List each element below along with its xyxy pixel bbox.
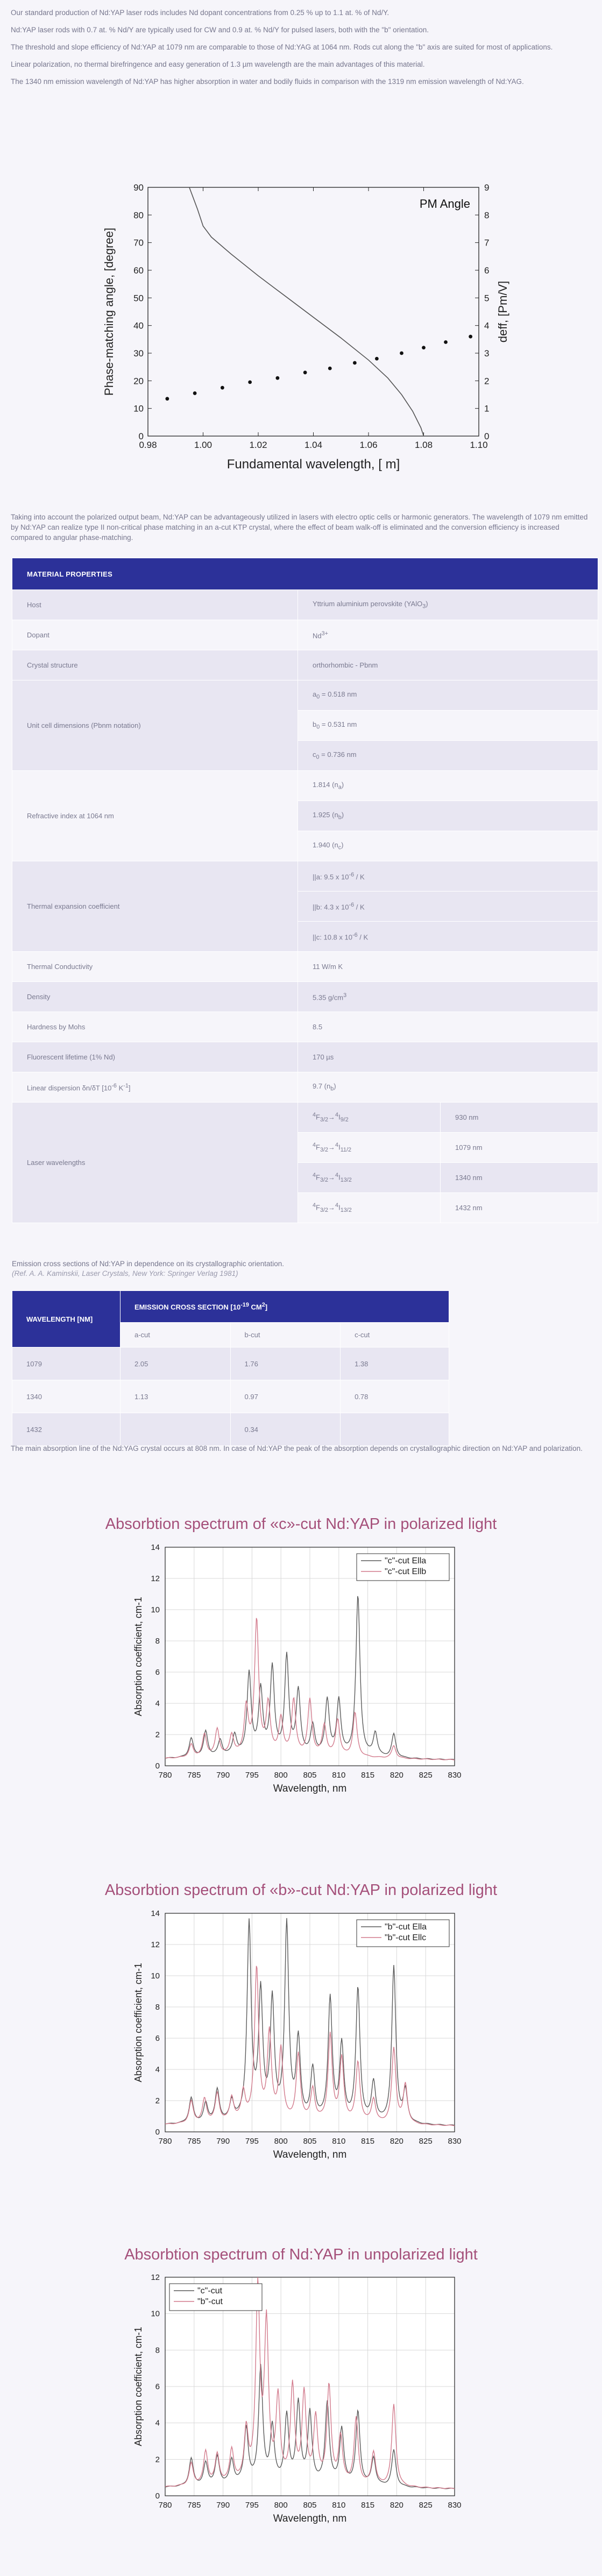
- table-row: [12, 1347, 449, 1380]
- x-tick-label: 790: [216, 2501, 230, 2510]
- spectrum-title-c-cut: Absorbtion spectrum of «c»-cut Nd:YAP in polarized light: [105, 1515, 497, 1533]
- y-axis-label: Absorption coefficient, cm-1: [133, 2327, 144, 2446]
- deff-point: [328, 367, 332, 370]
- deff-point: [375, 357, 379, 361]
- absorption-paragraph: The main absorption line of the Nd:YAG crystal occurs at 808 nm. In case of Nd:YAP the peak of the absorption depends on crystallographic direction on Nd:YAP and polarization.: [11, 1444, 583, 1452]
- y-tick-label: 14: [151, 1543, 160, 1552]
- legend-label: "b"-cut Ella: [385, 1922, 427, 1932]
- intro-paragraph: The 1340 nm emission wavelength of Nd:YAP has higher absorption in water and bodily fluids in comparison with the 1319 nm emission wavelength of Nd:YAG.: [11, 78, 524, 86]
- legend-label: "c"-cut: [197, 2286, 223, 2296]
- legend-label: "c"-cut Ellb: [385, 1567, 427, 1576]
- prop-value: 1.925 $(n_b)$: [298, 801, 598, 831]
- y-axis-label-right: deff, [Pm/V]: [496, 280, 509, 343]
- cell-a: 1.13: [121, 1380, 231, 1413]
- x-tick-label: 810: [332, 2137, 346, 2146]
- deff-point: [469, 335, 472, 339]
- spectrum-title-unpolarized: Absorbtion spectrum of Nd:YAP in unpolarized light: [124, 2246, 478, 2263]
- deff-point: [165, 397, 169, 401]
- x-tick-label: 800: [274, 2137, 288, 2146]
- x-axis-label: Wavelength, nm: [273, 2513, 347, 2524]
- y-tick-label: 6: [155, 2382, 160, 2391]
- cross-section-title: Emission cross sections of Nd:YAP in dependence on its crystallographic orientation.: [12, 1260, 285, 1268]
- cross-section-table: [12, 1290, 449, 1446]
- x-tick-label: 815: [361, 2501, 375, 2510]
- y-tick-label-left: 20: [133, 376, 144, 387]
- x-tick-label: 1.08: [414, 440, 433, 450]
- prop-value: $b_0 = 0.531$ nm: [298, 711, 598, 741]
- x-tick-label: 825: [419, 1771, 433, 1780]
- wavelength: 930 nm: [441, 1103, 598, 1133]
- table-row: [12, 952, 598, 982]
- y-tick-label: 0: [155, 2491, 160, 2501]
- y-tick-label-left: 80: [133, 210, 144, 221]
- wavelength: 1340 nm: [441, 1163, 598, 1193]
- x-tick-label: 790: [216, 1771, 230, 1780]
- x-tick-label: 810: [332, 2501, 346, 2510]
- x-tick-label: 785: [187, 1771, 201, 1780]
- y-tick-label-left: 70: [133, 237, 144, 248]
- prop-value: orthorhombic - Pbnm: [298, 650, 598, 680]
- y-tick-label-left: 0: [138, 431, 144, 441]
- x-tick-label: 825: [419, 2137, 433, 2146]
- prop-value: ||b: 4.3 x $10^{-6}$ / K: [298, 892, 598, 922]
- subheader-a-cut: a-cut: [121, 1322, 231, 1347]
- prop-label: Linear dispersion δn/δT [$10^{-6}$ $K^{-1}$]: [12, 1072, 298, 1103]
- y-tick-label-right: 9: [484, 183, 490, 193]
- x-tick-label: 805: [303, 2137, 317, 2146]
- cell-b: 0.97: [230, 1380, 341, 1413]
- spectrum-chart-c-cut: [110, 1541, 476, 1802]
- spectrum-b-cut-svg: [110, 1907, 476, 2165]
- x-tick-label: 780: [158, 1771, 172, 1780]
- x-tick-label: 785: [187, 2501, 201, 2510]
- y-tick-label: 10: [151, 1605, 160, 1615]
- x-tick-label: 1.00: [194, 440, 213, 450]
- wavelength: 1432 nm: [441, 1193, 598, 1223]
- spectrum-chart-b-cut: [110, 1907, 476, 2168]
- intro-text: [11, 8, 592, 94]
- x-tick-label: 795: [245, 2137, 259, 2146]
- x-tick-label: 780: [158, 2501, 172, 2510]
- x-axis-label: Wavelength, nm: [273, 1783, 347, 1794]
- x-tick-label: 805: [303, 2501, 317, 2510]
- intro-paragraph: The threshold and slope efficiency of Nd:YAP at 1079 nm are comparable to those of Nd:YAG at 1064 nm. Rods cut along the "b" axis are suited for most of applications.: [11, 43, 553, 51]
- y-tick-label-right: 3: [484, 348, 490, 359]
- y-tick-label: 4: [155, 2065, 160, 2074]
- subheader-b-cut: b-cut: [230, 1322, 341, 1347]
- deff-point: [303, 371, 307, 375]
- prop-label: Density: [12, 982, 298, 1012]
- y-tick-label-left: 90: [133, 183, 144, 193]
- deff-point: [193, 391, 197, 395]
- y-tick-label: 2: [155, 1730, 160, 1739]
- x-tick-label: 830: [448, 1771, 462, 1780]
- table-row: [12, 620, 598, 650]
- y-tick-label-right: 7: [484, 237, 490, 248]
- x-tick-label: 820: [389, 1771, 403, 1780]
- plot-frame: [148, 187, 479, 436]
- absorption-text: [11, 1443, 592, 1454]
- ktp-text: [11, 512, 592, 543]
- y-tick-label: 12: [151, 2273, 160, 2282]
- deff-point: [353, 361, 357, 365]
- y-tick-label: 0: [155, 2128, 160, 2137]
- x-tick-label: 820: [389, 2501, 403, 2510]
- y-tick-label: 10: [151, 2309, 160, 2319]
- cell-c: 1.38: [341, 1347, 449, 1380]
- x-tick-label: 815: [361, 2137, 375, 2146]
- deff-point: [221, 386, 224, 390]
- y-tick-label-right: 8: [484, 210, 490, 221]
- y-tick-label-right: 0: [484, 431, 490, 441]
- y-tick-label-right: 6: [484, 265, 490, 276]
- y-tick-label-left: 10: [133, 403, 144, 414]
- cell-b: 1.76: [230, 1347, 341, 1380]
- phase-matching-curve: [189, 187, 424, 436]
- x-tick-label: 800: [274, 1771, 288, 1780]
- y-tick-label: 2: [155, 2455, 160, 2465]
- table-row: [12, 1380, 449, 1413]
- intro-paragraph: Our standard production of Nd:YAP laser rods includes Nd dopant concentrations from 0.25 % up to 1.1 at. % of Nd/Y.: [11, 9, 389, 17]
- prop-label: Refractive index at 1064 nm: [12, 771, 298, 861]
- prop-value: Yttrium aluminium perovskite (YAlO$_3$): [298, 590, 598, 620]
- y-tick-label: 8: [155, 1637, 160, 1646]
- intro-paragraph: Linear polarization, no thermal birefringence and easy generation of 1.3 µm wavelength are the main advantages of this material.: [11, 60, 425, 68]
- table-row: [12, 1042, 598, 1072]
- y-tick-label: 8: [155, 2003, 160, 2012]
- x-tick-label: 780: [158, 2137, 172, 2146]
- x-tick-label: 795: [245, 1771, 259, 1780]
- y-tick-label-left: 50: [133, 293, 144, 304]
- y-tick-label-right: 1: [484, 403, 490, 414]
- table-row: [12, 982, 598, 1012]
- x-tick-label: 0.98: [139, 440, 157, 450]
- y-tick-label-left: 60: [133, 265, 144, 276]
- transition: $^4F_{3/2}\to^4I_{13/2}$: [298, 1163, 441, 1193]
- y-tick-label: 6: [155, 1668, 160, 1677]
- prop-label: Unit cell dimensions (Pbnm notation): [12, 680, 298, 771]
- spectrum-title-b-cut: Absorbtion spectrum of «b»-cut Nd:YAP in polarized light: [104, 1882, 498, 1899]
- cell-wavelength: 1340: [12, 1380, 121, 1413]
- spectrum-c-cut-svg: [110, 1541, 476, 1799]
- transition: $^4F_{3/2}\to^4I_{11/2}$: [298, 1133, 441, 1163]
- x-tick-label: 820: [389, 2137, 403, 2146]
- prop-value: $a_0 = 0.518$ nm: [298, 680, 598, 711]
- deff-point: [248, 381, 252, 384]
- cell-wavelength: 1432: [12, 1413, 121, 1446]
- material-properties-table: [12, 558, 598, 1223]
- prop-label: Thermal Conductivity: [12, 952, 298, 982]
- table-row: [12, 1413, 449, 1446]
- y-tick-label-left: 40: [133, 320, 144, 331]
- column-header-cross-section: EMISSION CROSS SECTION [$10^{-19}$ $CM^2$]: [121, 1291, 449, 1323]
- ktp-paragraph: Taking into account the polarized output beam, Nd:YAP can be advantageously utilized in lasers with electro optic cells or harmonic generators. The wavelength of 1079 nm emitted by Nd:YAP can realize type II non-critical phase matching in an a-cut KTP crystal, where the effect of beam walk-off is eliminated and the conversion efficiency is increased compared to angular phase-matching.: [11, 513, 588, 542]
- legend-label: "b"-cut: [197, 2297, 223, 2306]
- y-tick-label: 8: [155, 2346, 160, 2355]
- y-tick-label-right: 4: [484, 320, 490, 331]
- prop-value: ||a: 9.5 x $10^{-6}$ / K: [298, 861, 598, 892]
- prop-label: Laser wavelengths: [12, 1103, 298, 1223]
- x-tick-label: 1.04: [304, 440, 323, 450]
- deff-point: [400, 352, 403, 355]
- cell-c: [341, 1413, 449, 1446]
- table-row: [12, 1103, 598, 1133]
- y-tick-label: 0: [155, 1761, 160, 1771]
- intro-paragraph: Nd:YAP laser rods with 0.7 at. % Nd/Y are typically used for CW and 0.9 at. % Nd/Y for pulsed lasers, both with the "b" orientation.: [11, 26, 429, 34]
- legend-label: "c"-cut Ella: [385, 1556, 427, 1566]
- cross-section-reference: (Ref. A. A. Kaminskii, Laser Crystals, New York: Springer Verlag 1981): [12, 1269, 238, 1278]
- y-axis-label: Absorption coefficient, cm-1: [133, 1597, 144, 1716]
- table-row: [12, 1072, 598, 1103]
- subheader-c-cut: c-cut: [341, 1322, 449, 1347]
- x-tick-label: 785: [187, 2137, 201, 2146]
- prop-label: Dopant: [12, 620, 298, 650]
- phase-matching-chart: [97, 178, 516, 482]
- prop-label: Crystal structure: [12, 650, 298, 680]
- x-tick-label: 1.10: [470, 440, 488, 450]
- table-row: [12, 771, 598, 801]
- y-tick-label: 12: [151, 1574, 160, 1583]
- x-tick-label: 830: [448, 2501, 462, 2510]
- y-tick-label-right: 5: [484, 293, 490, 304]
- prop-value: $c_0 = 0.736$ nm: [298, 741, 598, 771]
- cell-c: 0.78: [341, 1380, 449, 1413]
- prop-value: 5.35 $g/cm^3$: [298, 982, 598, 1012]
- cell-a: [121, 1413, 231, 1446]
- table-row: [12, 680, 598, 711]
- y-tick-label: 14: [151, 1909, 160, 1918]
- x-tick-label: 830: [448, 2137, 462, 2146]
- x-axis-label: Wavelength, nm: [273, 2149, 347, 2160]
- y-tick-label: 6: [155, 2034, 160, 2043]
- table-row: [12, 650, 598, 680]
- prop-label: Fluorescent lifetime (1% Nd): [12, 1042, 298, 1072]
- column-header-wavelength: WAVELENGTH [NM]: [12, 1291, 121, 1347]
- x-tick-label: 815: [361, 1771, 375, 1780]
- legend-label: "b"-cut Ellc: [385, 1933, 427, 1942]
- cell-a: 2.05: [121, 1347, 231, 1380]
- x-axis-label: Fundamental wavelength, [ m]: [226, 457, 400, 472]
- prop-value: $Nd^{3+}$: [298, 620, 598, 650]
- prop-value: 9.7 $(n_b)$: [298, 1072, 598, 1103]
- y-tick-label: 4: [155, 1699, 160, 1708]
- table-header: MATERIAL PROPERTIES: [12, 558, 598, 590]
- transition: $^4F_{3/2}\to^4I_{9/2}$: [298, 1103, 441, 1133]
- wavelength: 1079 nm: [441, 1133, 598, 1163]
- prop-label: Hardness by Mohs: [12, 1012, 298, 1042]
- cell-b: 0.34: [230, 1413, 341, 1446]
- y-tick-label: 10: [151, 1971, 160, 1981]
- prop-value: 170 µs: [298, 1042, 598, 1072]
- transition: $^4F_{3/2}\to^4I_{13/2}$: [298, 1193, 441, 1223]
- prop-label: Thermal expansion coefficient: [12, 861, 298, 952]
- chart-title: PM Angle: [419, 197, 470, 210]
- spectrum-chart-unpolarized: [110, 2271, 476, 2532]
- y-tick-label: 12: [151, 1940, 160, 1949]
- x-tick-label: 795: [245, 2501, 259, 2510]
- phase-matching-chart-svg: [97, 178, 516, 479]
- prop-value: 1.814 $(n_a)$: [298, 771, 598, 801]
- deff-point: [422, 346, 426, 349]
- prop-value: 1.940 $(n_c)$: [298, 831, 598, 861]
- table-row: [12, 590, 598, 620]
- y-axis-label: Absorption coefficient, cm-1: [133, 1963, 144, 2082]
- prop-value: ||c: 10.8 x $10^{-6}$ / K: [298, 922, 598, 952]
- x-tick-label: 790: [216, 2137, 230, 2146]
- deff-point: [444, 340, 448, 344]
- table-row: [12, 1012, 598, 1042]
- x-tick-label: 800: [274, 2501, 288, 2510]
- x-tick-label: 1.06: [359, 440, 378, 450]
- prop-label: Host: [12, 590, 298, 620]
- x-tick-label: 805: [303, 1771, 317, 1780]
- y-axis-label-left: Phase-matching angle, [degree]: [102, 228, 116, 396]
- x-tick-label: 1.02: [249, 440, 267, 450]
- prop-value: 11 W/m K: [298, 952, 598, 982]
- spectrum-unpolarized-svg: [110, 2271, 476, 2529]
- x-tick-label: 825: [419, 2501, 433, 2510]
- x-tick-label: 810: [332, 1771, 346, 1780]
- y-tick-label-right: 2: [484, 376, 490, 387]
- y-tick-label: 4: [155, 2418, 160, 2428]
- prop-value: 8.5: [298, 1012, 598, 1042]
- cell-wavelength: 1079: [12, 1347, 121, 1380]
- deff-point: [275, 376, 279, 380]
- y-tick-label: 2: [155, 2096, 160, 2105]
- table-row: [12, 861, 598, 892]
- y-tick-label-left: 30: [133, 348, 144, 359]
